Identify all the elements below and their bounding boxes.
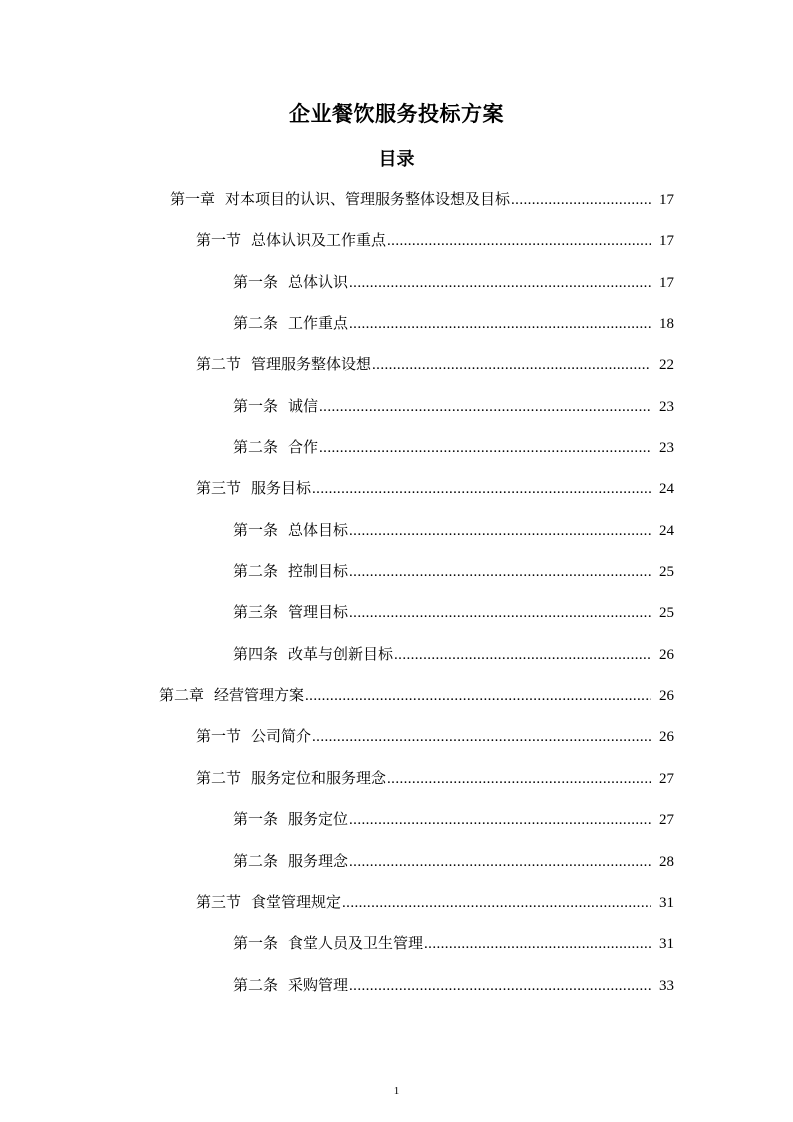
toc-dot-leader (349, 973, 651, 999)
toc-entry-page: 18 (659, 316, 674, 333)
toc-entry-number: 第一章 (170, 190, 216, 208)
toc-dot-leader (372, 352, 651, 378)
toc-heading: 目录 (378, 149, 415, 170)
toc-dot-leader (319, 394, 651, 420)
toc-entry-title: 公司简介 (251, 727, 312, 746)
toc-entry-page: 26 (659, 688, 674, 705)
toc-entry-page: 23 (659, 398, 674, 415)
toc-entry-page: 24 (659, 481, 674, 498)
toc-dot-leader (349, 270, 651, 296)
toc-dot-leader (511, 187, 651, 213)
toc-entry-chapter-2[interactable] (159, 682, 793, 723)
toc-entry-chapter-1[interactable] (170, 186, 793, 227)
table-of-contents (0, 186, 793, 1013)
toc-entry-number: 第一条 (233, 810, 279, 829)
toc-entry-number: 第一节 (196, 727, 242, 746)
toc-entry-title: 管理目标 (288, 603, 349, 622)
toc-entry-number: 第二条 (233, 851, 279, 870)
toc-dot-leader (312, 476, 651, 502)
toc-entry-number: 第一条 (233, 396, 279, 415)
toc-dot-leader (342, 890, 651, 916)
toc-entry-title: 食堂人员及卫生管理 (288, 934, 424, 953)
toc-entry-page: 17 (659, 192, 674, 208)
toc-entry-page: 24 (659, 522, 674, 539)
toc-entry-article[interactable] (233, 972, 793, 1013)
toc-dot-leader (349, 311, 651, 337)
toc-entry-article[interactable] (233, 517, 793, 558)
toc-entry-number: 第三节 (196, 479, 242, 498)
toc-entry-title: 食堂管理规定 (251, 892, 342, 911)
toc-entry-article[interactable] (233, 930, 793, 971)
toc-entry-title: 采购管理 (288, 975, 349, 994)
toc-dot-leader (394, 642, 651, 668)
toc-entry-article[interactable] (233, 310, 793, 351)
toc-entry-article[interactable] (233, 806, 793, 847)
toc-entry-section[interactable] (196, 351, 793, 392)
toc-entry-title: 工作重点 (288, 314, 349, 333)
toc-dot-leader (305, 683, 651, 709)
toc-entry-page: 31 (659, 894, 674, 911)
toc-entry-title: 合作 (288, 438, 319, 457)
toc-entry-number: 第三条 (233, 603, 279, 622)
toc-entry-title: 服务定位 (288, 810, 349, 829)
toc-entry-title: 服务目标 (251, 479, 312, 498)
toc-entry-page: 33 (659, 977, 674, 994)
toc-entry-page: 25 (659, 564, 674, 581)
toc-entry-title: 对本项目的认识、管理服务整体设想及目标 (225, 190, 511, 208)
toc-entry-article[interactable] (233, 269, 793, 310)
toc-entry-page: 25 (659, 605, 674, 622)
toc-entry-title: 改革与创新目标 (288, 644, 394, 663)
document-title: 企业餐饮服务投标方案 (289, 102, 504, 126)
toc-entry-page: 27 (659, 812, 674, 829)
toc-entry-article[interactable] (233, 848, 793, 889)
toc-entry-page: 17 (659, 274, 674, 291)
toc-entry-title: 总体目标 (288, 520, 349, 539)
toc-dot-leader (349, 807, 651, 833)
toc-entry-number: 第二条 (233, 438, 279, 457)
toc-entry-number: 第二条 (233, 562, 279, 581)
toc-entry-number: 第四条 (233, 644, 279, 663)
toc-entry-article[interactable] (233, 599, 793, 640)
toc-entry-number: 第一条 (233, 520, 279, 539)
toc-entry-page: 26 (659, 729, 674, 746)
toc-entry-number: 第二节 (196, 355, 242, 374)
toc-dot-leader (312, 724, 651, 750)
toc-entry-article[interactable] (233, 558, 793, 599)
toc-entry-title: 服务定位和服务理念 (251, 768, 387, 787)
toc-entry-page: 26 (659, 646, 674, 663)
toc-dot-leader (319, 435, 651, 461)
toc-entry-number: 第一条 (233, 272, 279, 291)
toc-entry-number: 第二条 (233, 975, 279, 994)
toc-dot-leader (349, 600, 651, 626)
toc-entry-number: 第一条 (233, 934, 279, 953)
toc-entry-section[interactable] (196, 723, 793, 764)
toc-entry-title: 经营管理方案 (214, 686, 305, 705)
toc-entry-article[interactable] (233, 434, 793, 475)
toc-entry-number: 第二节 (196, 768, 242, 787)
toc-entry-page: 28 (659, 853, 674, 870)
toc-entry-title: 总体认识及工作重点 (251, 231, 387, 250)
toc-entry-section[interactable] (196, 227, 793, 268)
toc-entry-section[interactable] (196, 765, 793, 806)
toc-entry-title: 总体认识 (288, 272, 349, 291)
toc-dot-leader (387, 228, 651, 254)
toc-entry-title: 服务理念 (288, 851, 349, 870)
page-number: 1 (393, 1085, 400, 1097)
toc-entry-number: 第一节 (196, 231, 242, 250)
toc-entry-article[interactable] (233, 641, 793, 682)
toc-entry-page: 23 (659, 440, 674, 457)
toc-entry-article[interactable] (233, 393, 793, 434)
toc-entry-page: 17 (659, 233, 674, 250)
toc-dot-leader (349, 559, 651, 585)
toc-dot-leader (349, 849, 651, 875)
toc-dot-leader (387, 766, 651, 792)
toc-entry-title: 控制目标 (288, 562, 349, 581)
toc-entry-page: 27 (659, 770, 674, 787)
toc-entry-page: 22 (659, 357, 674, 374)
toc-entry-number: 第三节 (196, 892, 242, 911)
toc-entry-page: 31 (659, 936, 674, 953)
toc-entry-title: 诚信 (288, 396, 319, 415)
toc-entry-number: 第二条 (233, 314, 279, 333)
toc-entry-title: 管理服务整体设想 (251, 355, 372, 374)
toc-entry-section[interactable] (196, 475, 793, 516)
toc-dot-leader (349, 518, 651, 544)
toc-entry-number: 第二章 (159, 686, 205, 705)
toc-entry-section[interactable] (196, 889, 793, 930)
toc-dot-leader (424, 931, 651, 957)
